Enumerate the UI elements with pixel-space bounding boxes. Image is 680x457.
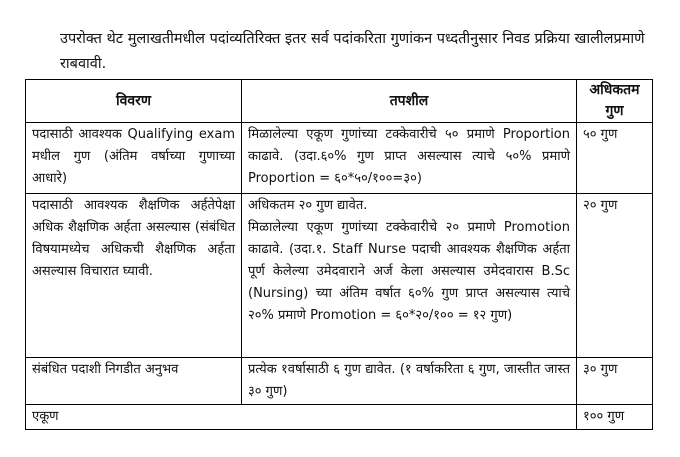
header-details: तपशील bbox=[242, 80, 577, 123]
table-row bbox=[26, 358, 653, 405]
row-max-marks: ५० गुण bbox=[577, 123, 653, 194]
header-max-marks: अधिकतम गुण bbox=[577, 80, 653, 123]
table-row bbox=[26, 123, 653, 194]
total-row bbox=[26, 405, 653, 430]
row-details: मिळालेल्या एकूण गुणांच्या टक्केवारीचे ५० प्रमाणे Proportion काढावे. (उदा.६०% गुण प्राप्त असल्यास त्याचे ५०% प्रमाणे Proportion = ६०*५०/१००=३०) bbox=[242, 123, 577, 194]
row-description: संबंधित पदाशी निगडीत अनुभव bbox=[26, 358, 242, 405]
marks-table bbox=[25, 79, 653, 430]
table-row bbox=[26, 194, 653, 358]
intro-paragraph: उपरोक्त थेट मुलाखतीमधील पदांव्यतिरिक्त इतर सर्व पदांकरिता गुणांकन पध्दतीनुसार निवड प्रक्रिया खालीलप्रमाणे राबवावी. bbox=[60, 30, 645, 72]
row-max-marks: २० गुण bbox=[577, 194, 653, 358]
header-description: विवरण bbox=[26, 80, 242, 123]
row-details-line: अधिकतम २० गुण द्यावेत. bbox=[248, 198, 368, 213]
row-description: पदासाठी आवश्यक Qualifying exam मधील गुण (अंतिम वर्षाच्या गुणाच्या आधारे) bbox=[26, 123, 242, 194]
row-details: प्रत्येक १वर्षासाठी ६ गुण द्यावेत. (१ वर्षाकरिता ६ गुण, जास्तीत जास्त ३० गुण) bbox=[242, 358, 577, 405]
row-details-line: मिळालेल्या एकूण गुणांच्या टक्केवारीचे २० प्रमाणे Promotion काढावे. (उदा.१. Staff Nurse पदाची आवश्यक शैक्षणिक अर्हता पूर्ण केलेल्या उमेदवाराने अर्ज केला असल्यास उमेदवारास B.Sc (Nursing) च्या अंतिम वर्षात ६०% गुण प्राप्त असल्यास त्याचे २०% प्रमाणे Promotion = ६०*२०/१०० = १२ गुण) bbox=[248, 220, 570, 323]
row-description: पदासाठी आवश्यक शैक्षणिक अर्हतेपेक्षा अधिक शैक्षणिक अर्हता असल्यास (संबंधित विषयामध्येच अधिकची शैक्षणिक अर्हता असल्यास विचारात घ्यावी. bbox=[26, 194, 242, 358]
row-max-marks: ३० गुण bbox=[577, 358, 653, 405]
row-details bbox=[242, 194, 577, 358]
total-value: १०० गुण bbox=[577, 405, 653, 430]
table-header-row bbox=[26, 80, 653, 123]
total-label: एकूण bbox=[26, 405, 577, 430]
